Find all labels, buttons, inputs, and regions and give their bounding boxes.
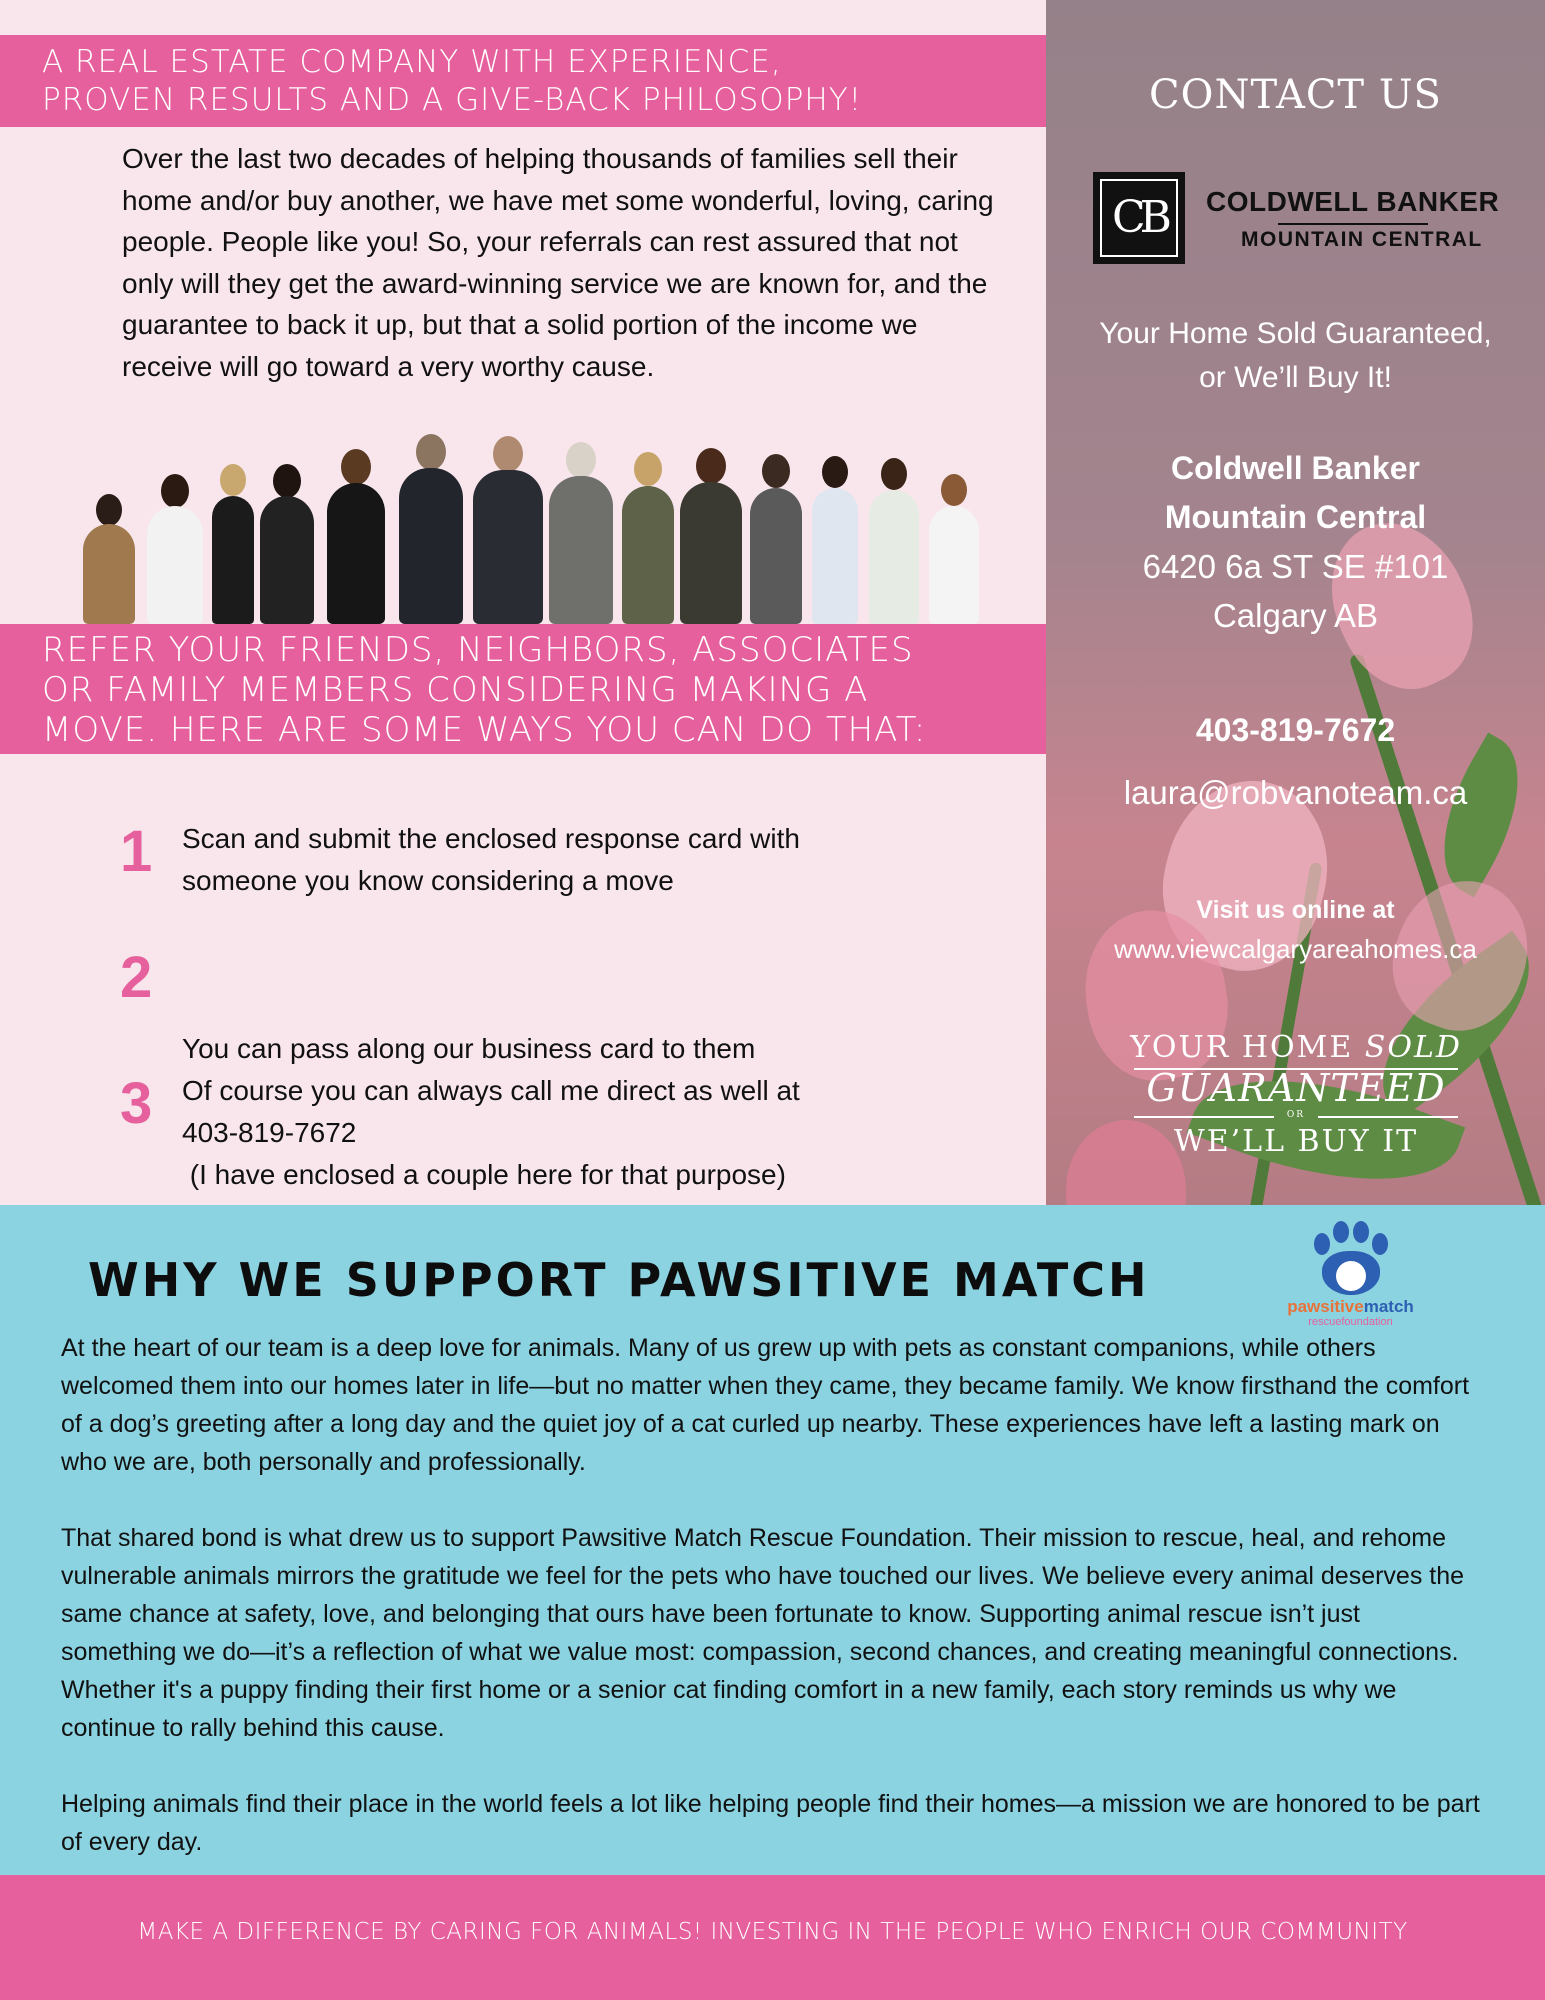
cb-monogram-text: CB xyxy=(1100,179,1178,257)
cb-monogram xyxy=(1093,172,1185,264)
step-text xyxy=(182,1070,1002,1154)
team-member xyxy=(808,456,862,624)
tagline xyxy=(1046,312,1545,400)
logo-divider xyxy=(1278,223,1428,225)
guarantee-line-3: WE’LL BUY IT xyxy=(1173,1124,1419,1159)
website-link[interactable]: www.viewcalgaryareahomes.ca xyxy=(1114,934,1477,964)
refer-banner xyxy=(0,624,1046,754)
step-number: 3 xyxy=(120,1071,153,1136)
step-text-line: You can pass along our business card to them xyxy=(182,1033,756,1064)
section-heading: WHY WE SUPPORT PAWSITIVE MATCH xyxy=(88,1253,1150,1307)
pawsitive-match-logo xyxy=(1278,1217,1423,1327)
pawsitive-section xyxy=(0,1205,1545,1875)
logo-subtext: rescuefoundation xyxy=(1308,1316,1393,1328)
header-banner-line-2: PROVEN RESULTS AND A GIVE-BACK PHILOSOPHY! xyxy=(42,82,863,118)
refer-banner-line-2: OR FAMILY MEMBERS CONSIDERING MAKING A xyxy=(42,670,869,710)
team-member xyxy=(78,494,140,624)
paragraph-1: At the heart of our team is a deep love for animals. Many of us grew up with pets as constant companions, while others welcomed them into our homes later in life—but no matter when they came, they became family. We know firsthand the comfort of a dog’s greeting after a long day and the quiet joy of a cat curled up nearby. These experiences have left a lasting mark on who we are, both personally and professionally. xyxy=(61,1334,1470,1476)
refer-banner-line-1: REFER YOUR FRIENDS, NEIGHBORS, ASSOCIATES xyxy=(42,630,914,670)
paragraph-2: That shared bond is what drew us to support Pawsitive Match Rescue Foundation. Their mission to rescue, heal, and rehome vulnerable animals mirrors the gratitude we feel for the pets who have touched our lives. We believe every animal deserves the same chance at safety, love, and belonging that ours have been fortunate to know. Supporting animal rescue isn’t just something we do—it’s a reflection of what we value most: compassion, second chances, and creating meaningful connections. Whether it's a puppy finding their first home or a senior cat finding comfort in a new family, each story reminds us why we continue to rally behind this cause. xyxy=(61,1524,1465,1742)
team-member xyxy=(546,442,616,624)
logo-company-sub: MOUNTAIN CENTRAL xyxy=(1241,228,1483,251)
step-text-line: Of course you can always call me direct as well at xyxy=(182,1075,800,1106)
contact-panel xyxy=(1046,0,1545,1205)
guarantee-or: OR xyxy=(1286,1110,1306,1120)
step-text xyxy=(182,818,1002,902)
team-member xyxy=(140,474,210,624)
company-name-line: Mountain Central xyxy=(1164,499,1427,535)
step-text-line: someone you know considering a move xyxy=(182,865,674,896)
header-banner-line-1: A REAL ESTATE COMPANY WITH EXPERIENCE, xyxy=(42,44,782,80)
tagline-line: Your Home Sold Guaranteed, xyxy=(1099,317,1492,350)
refer-banner-line-3: MOVE. HERE ARE SOME WAYS YOU CAN DO THAT: xyxy=(42,710,927,750)
team-member xyxy=(618,452,678,624)
team-photo xyxy=(78,424,998,624)
team-member xyxy=(208,464,258,624)
footer-banner xyxy=(0,1875,1545,2000)
step-item-3 xyxy=(120,1070,1020,1160)
step-text-line: Scan and submit the enclosed response card with xyxy=(182,823,800,854)
guarantee-text: YOUR HOME xyxy=(1130,1030,1365,1065)
team-member xyxy=(924,474,984,624)
header-banner xyxy=(0,35,1046,127)
visit-label: Visit us online at xyxy=(1196,896,1395,924)
footer-text: MAKE A DIFFERENCE BY CARING FOR ANIMALS! INVESTING IN THE PEOPLE WHO ENRICH OUR COMMUNITY xyxy=(137,1919,1408,1945)
company-name xyxy=(1046,444,1545,542)
team-member xyxy=(256,464,318,624)
guarantee-text-italic: SOLD xyxy=(1364,1030,1462,1065)
company-name-line: Coldwell Banker xyxy=(1171,450,1420,486)
team-member xyxy=(864,458,924,624)
step-text-line: (I have enclosed a couple here for that purpose) xyxy=(182,1159,786,1190)
step-text-line: 403-819-7672 xyxy=(182,1117,357,1148)
paragraph-3: Helping animals find their place in the world feels a lot like helping people find their homes—a mission we are honored to be part of every day. xyxy=(61,1790,1480,1856)
team-member xyxy=(470,436,546,624)
team-member xyxy=(676,448,746,624)
team-member xyxy=(396,434,466,624)
step-number: 1 xyxy=(120,819,153,884)
logo-word-1: pawsitive xyxy=(1287,1297,1364,1316)
coldwell-banker-logo xyxy=(1093,172,1523,268)
guarantee-logo xyxy=(1116,1030,1476,1160)
logo-word-2: match xyxy=(1363,1297,1414,1316)
step-item-1 xyxy=(120,818,1020,908)
guarantee-rule xyxy=(1318,1116,1458,1118)
address-line: 6420 6a ST SE #101 xyxy=(1142,548,1449,585)
team-member xyxy=(323,449,389,624)
guarantee-line-1 xyxy=(1116,1030,1476,1065)
left-panel xyxy=(0,0,1046,1205)
step-number: 2 xyxy=(120,945,153,1010)
email-link[interactable]: laura@robvanoteam.ca xyxy=(1123,774,1468,811)
tagline-line: or We’ll Buy It! xyxy=(1199,361,1392,394)
guarantee-line-2: GUARANTEED xyxy=(1146,1066,1446,1110)
address-line: Calgary AB xyxy=(1212,597,1379,634)
intro-paragraph: Over the last two decades of helping thousands of families sell their home and/or buy another, we have met some wonderful, loving, caring people. People like you! So, your referrals can rest assured that not only will they get the award-winning service we are known for, and the guarantee to back it up, but that a solid portion of the income we receive will go toward a very worthy cause. xyxy=(122,143,994,382)
address xyxy=(1046,542,1545,640)
contact-title: CONTACT US xyxy=(1149,72,1442,118)
logo-company-name: COLDWELL BANKER xyxy=(1206,186,1500,217)
logo-wordmark xyxy=(1278,1297,1423,1317)
team-member xyxy=(746,454,806,624)
phone-link[interactable]: 403-819-7672 xyxy=(1195,712,1396,748)
